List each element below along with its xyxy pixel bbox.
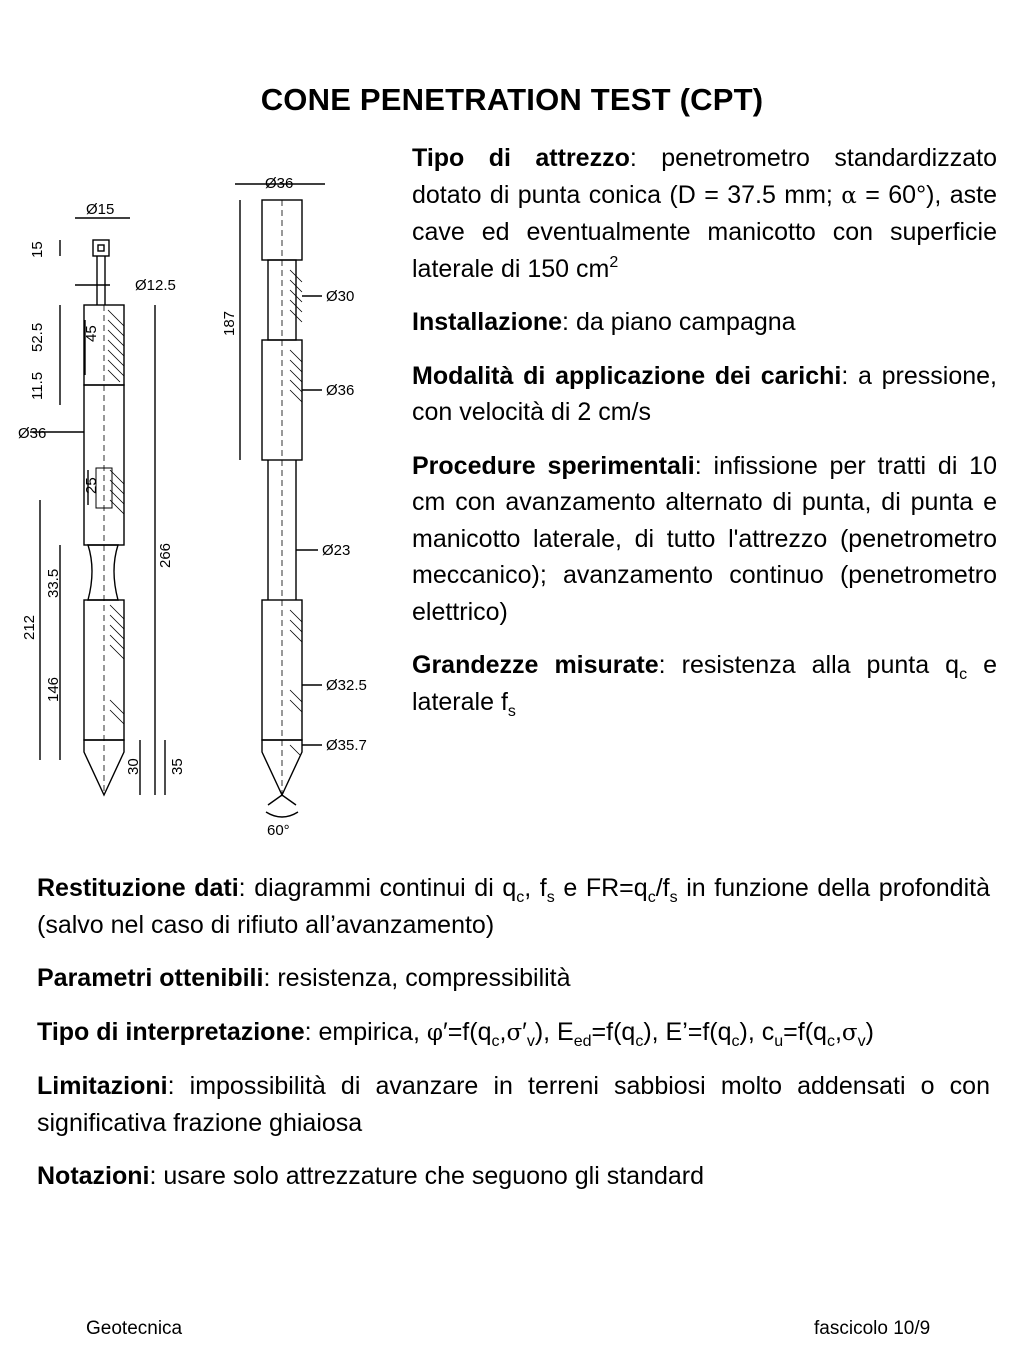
- label-h187: 187: [221, 310, 238, 336]
- para-text: ), E’=f(q: [643, 1017, 732, 1046]
- right-column: [412, 140, 997, 737]
- para-text: in funzione della profondità (salvo nel caso di rifiuto all’avanzamento): [37, 874, 990, 939]
- subscript: c: [826, 1032, 835, 1050]
- para-text: da piano campagna: [575, 308, 796, 336]
- label-h25: 25: [83, 477, 100, 494]
- para-text: empirica,: [318, 1017, 427, 1046]
- para-text: a pressione, con velocità di 2 cm/s: [412, 361, 997, 426]
- para-text: =f(q: [783, 1017, 827, 1046]
- superscript: 2: [609, 253, 619, 271]
- footer-left: Geotecnica: [86, 1318, 183, 1339]
- para-text: ), c: [739, 1017, 775, 1046]
- para-label: Grandezze misurate: [412, 651, 659, 679]
- para-text: ), E: [534, 1017, 574, 1046]
- para-text: =f(q: [591, 1017, 636, 1046]
- label-d15: Ø15: [86, 201, 115, 218]
- label-d35-7: Ø35.7: [326, 737, 367, 754]
- bottom-block: [37, 870, 990, 1212]
- para-text: impossibilità di avanzare in terreni sabbiosi molto addensati o con significativa frazione ghiaiosa: [37, 1072, 990, 1137]
- subscript: s: [546, 889, 555, 906]
- para-tipo-attrezzo: Tipo di attrezzo: penetrometro standardizzato dotato di punta conica (D = 37.5 mm; α = 60°), aste cave ed eventualmente manicotto con superficie laterale di 150 $cm^2$: [412, 144, 997, 283]
- subscript: c: [959, 666, 968, 683]
- para-label: Restituzione dati: [37, 874, 239, 902]
- para-text: diagrammi continui di q: [254, 874, 517, 902]
- para-label: Installazione: [412, 308, 563, 336]
- subscript: c: [491, 1032, 500, 1050]
- para-text: ′: [522, 1017, 527, 1046]
- para-parametri: Parametri ottenibili: resistenza, compressibilità: [37, 964, 571, 992]
- label-angle-60: 60°: [267, 822, 290, 839]
- para-text: /f: [655, 874, 670, 902]
- para-text: , f: [524, 874, 547, 902]
- para-text: resistenza, compressibilità: [277, 964, 571, 992]
- subscript: s: [669, 889, 678, 906]
- label-d23: Ø23: [322, 542, 351, 559]
- label-h212: 212: [21, 614, 38, 640]
- para-label: Notazioni: [37, 1162, 150, 1190]
- para-interpretazione: Tipo di interpretazione: empirica, $\varphi'=f(q_c,\sigma'_v)$, $E_{ed}=f(q_c)$, $E’=f(q_c)$, $c_u=f(q_c,\sigma_v)$: [37, 1017, 874, 1050]
- para-label: Limitazioni: [37, 1072, 168, 1100]
- para-label: Tipo di attrezzo: [412, 144, 630, 172]
- label-h33-5: 33.5: [45, 568, 62, 598]
- subscript: v: [857, 1032, 866, 1050]
- para-label: Parametri ottenibili: [37, 964, 264, 992]
- para-label: Tipo di interpretazione: [37, 1017, 305, 1046]
- para-grandezze: Grandezze misurate: resistenza alla punta $q_c$ e laterale $f_s$: [412, 651, 997, 720]
- para-text: ,: [499, 1017, 507, 1046]
- subscript: u: [774, 1032, 784, 1050]
- label-h146: 146: [45, 676, 62, 702]
- label-d12-5: Ø12.5: [135, 277, 176, 294]
- para-label: Procedure sperimentali: [412, 451, 695, 480]
- para-limitazioni: Limitazioni: impossibilità di avanzare in terreni sabbiosi molto addensati o con significativa frazione ghiaiosa: [37, 1072, 990, 1137]
- para-text: penetrometro standardizzato dotato di punta conica (D = 37.5 mm;: [412, 144, 997, 209]
- para-notazioni: Notazioni: usare solo attrezzature che seguono gli standard: [37, 1162, 705, 1190]
- label-d30: Ø30: [326, 288, 355, 305]
- para-procedure: Procedure sperimentali: infissione per tratti di 10 cm con avanzamento alternato di punta, di punta e manicotto laterale, di tutto l'attrezzo (penetrometro meccanico); avanzamento continuo (penetrometro elettrico): [412, 451, 997, 626]
- subscript: c: [731, 1032, 740, 1050]
- para-restituzione: Restituzione dati: diagrammi continui di $q_c$, $f_s$ e $FR=q_c/f_s$ in funzione della profondità (salvo nel caso di rifiuto all’avanzamento): [37, 874, 990, 939]
- label-h11-5: 11.5: [29, 371, 46, 400]
- label-h30: 30: [125, 758, 142, 775]
- label-h266: 266: [157, 542, 174, 568]
- para-installazione: Installazione: da piano campagna: [412, 308, 796, 336]
- para-text: e laterale f: [412, 651, 997, 716]
- para-text: ,: [834, 1017, 842, 1046]
- para-text: infissione per tratti di 10 cm con avanzamento alternato di punta, di punta e manicotto laterale, di tutto l'attrezzo (penetrometro meccanico); avanzamento continuo (penetrometro elettrico): [412, 451, 997, 626]
- label-h45: 45: [83, 325, 100, 342]
- para-text: ′=f(q: [443, 1017, 492, 1046]
- page-title: CONE PENETRATION TEST (CPT): [260, 82, 764, 117]
- para-text: ): [865, 1017, 874, 1046]
- para-label: Modalità di applicazione dei carichi: [412, 361, 842, 390]
- para-text: usare solo attrezzature che seguono gli standard: [163, 1162, 705, 1190]
- sigma-symbol: σ: [506, 1019, 523, 1046]
- penetrometer-drawing: [0, 160, 400, 850]
- label-h15: 15: [29, 241, 46, 258]
- label-d36-top: Ø36: [265, 175, 294, 192]
- label-d36-left: Ø36: [18, 425, 47, 442]
- subscript: s: [507, 702, 516, 720]
- label-h35: 35: [169, 758, 186, 775]
- label-d32-5: Ø32.5: [326, 677, 367, 694]
- subscript: c: [647, 889, 656, 906]
- subscript: c: [635, 1032, 644, 1050]
- para-text: = 60°), aste cave ed eventualmente manicotto con superficie laterale di 150 cm: [412, 180, 997, 283]
- para-modalita: Modalità di applicazione dei carichi: a pressione, con velocità di 2 cm/s: [412, 361, 997, 426]
- phi-symbol: φ: [426, 1019, 444, 1046]
- sigma-symbol: σ: [841, 1019, 858, 1046]
- para-text: e FR=q: [554, 874, 648, 902]
- subscript: ed: [573, 1032, 592, 1050]
- label-h52-5: 52.5: [29, 322, 46, 352]
- footer-page-number: fascicolo 10/9: [814, 1318, 931, 1339]
- subscript: v: [526, 1032, 535, 1050]
- label-d36-mid: Ø36: [326, 382, 355, 399]
- para-text: resistenza alla punta q: [681, 651, 960, 679]
- alpha-symbol: α: [841, 182, 857, 209]
- subscript: c: [516, 889, 525, 906]
